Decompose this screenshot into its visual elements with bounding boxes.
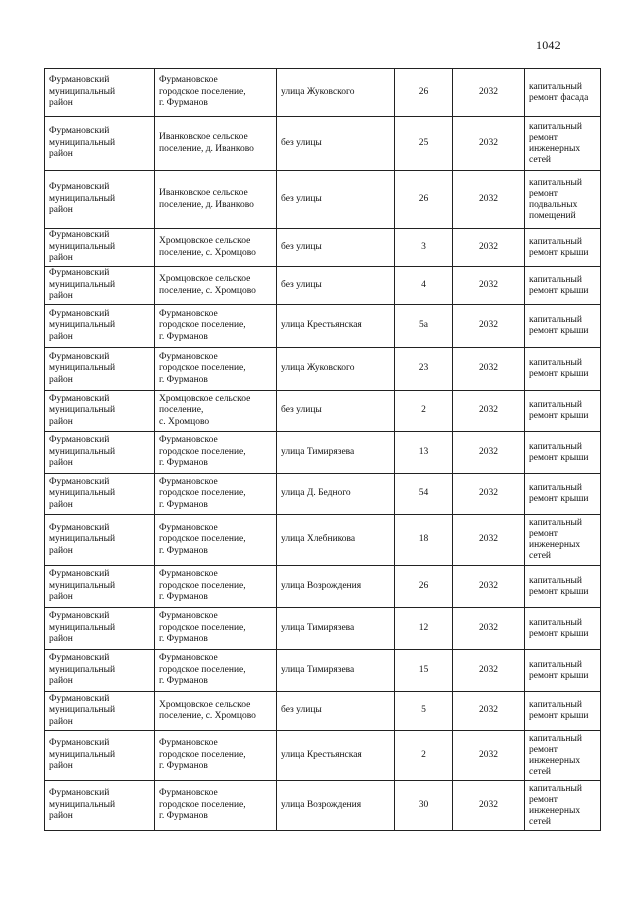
year-cell: 2032 — [453, 608, 525, 650]
work-type-cell: капитальный ремонт крыши — [525, 348, 601, 391]
district-cell: Фурмановский муниципальный район — [45, 348, 155, 391]
work-type-cell: капитальный ремонт крыши — [525, 267, 601, 305]
house-number-cell: 2 — [395, 391, 453, 432]
table-row — [45, 305, 601, 348]
settlement-cell: Фурмановское городское поселение, г. Фурманов — [155, 650, 277, 692]
street-cell: улица Д. Бедного — [277, 474, 395, 515]
settlement-cell: Иванковское сельское поселение, д. Иванково — [155, 171, 277, 229]
work-type-cell: капитальный ремонт крыши — [525, 229, 601, 267]
house-number-cell: 12 — [395, 608, 453, 650]
house-number-cell: 26 — [395, 171, 453, 229]
table-row — [45, 608, 601, 650]
settlement-cell: Хромцовское сельское поселение, с. Хромцово — [155, 391, 277, 432]
table-row — [45, 348, 601, 391]
table-row — [45, 171, 601, 229]
year-cell: 2032 — [453, 515, 525, 566]
year-cell: 2032 — [453, 117, 525, 171]
street-cell: без улицы — [277, 171, 395, 229]
district-cell: Фурмановский муниципальный район — [45, 267, 155, 305]
district-cell: Фурмановский муниципальный район — [45, 432, 155, 474]
settlement-cell: Хромцовское сельское поселение, с. Хромцово — [155, 267, 277, 305]
work-type-cell: капитальный ремонт крыши — [525, 566, 601, 608]
district-cell: Фурмановский муниципальный район — [45, 69, 155, 117]
district-cell: Фурмановский муниципальный район — [45, 171, 155, 229]
settlement-cell: Фурмановское городское поселение, г. Фурманов — [155, 731, 277, 781]
settlement-cell: Фурмановское городское поселение, г. Фурманов — [155, 69, 277, 117]
settlement-cell: Фурмановское городское поселение, г. Фурманов — [155, 566, 277, 608]
district-cell: Фурмановский муниципальный район — [45, 650, 155, 692]
work-type-cell: капитальный ремонт крыши — [525, 305, 601, 348]
work-type-cell: капитальный ремонт крыши — [525, 692, 601, 731]
street-cell: улица Крестьянская — [277, 305, 395, 348]
district-cell: Фурмановский муниципальный район — [45, 731, 155, 781]
work-type-cell: капитальный ремонт крыши — [525, 608, 601, 650]
district-cell: Фурмановский муниципальный район — [45, 566, 155, 608]
work-type-cell: капитальный ремонт крыши — [525, 391, 601, 432]
district-cell: Фурмановский муниципальный район — [45, 305, 155, 348]
house-number-cell: 15 — [395, 650, 453, 692]
house-number-cell: 4 — [395, 267, 453, 305]
work-type-cell: капитальный ремонт инженерных сетей — [525, 515, 601, 566]
house-number-cell: 18 — [395, 515, 453, 566]
street-cell: без улицы — [277, 267, 395, 305]
table-row — [45, 229, 601, 267]
settlement-cell: Фурмановское городское поселение, г. Фурманов — [155, 781, 277, 831]
house-number-cell: 30 — [395, 781, 453, 831]
settlement-cell: Иванковское сельское поселение, д. Иванково — [155, 117, 277, 171]
settlement-cell: Хромцовское сельское поселение, с. Хромцово — [155, 229, 277, 267]
settlement-cell: Фурмановское городское поселение, г. Фурманов — [155, 305, 277, 348]
district-cell: Фурмановский муниципальный район — [45, 692, 155, 731]
year-cell: 2032 — [453, 348, 525, 391]
table-row — [45, 515, 601, 566]
district-cell: Фурмановский муниципальный район — [45, 515, 155, 566]
house-number-cell: 26 — [395, 566, 453, 608]
settlement-cell: Фурмановское городское поселение, г. Фурманов — [155, 348, 277, 391]
district-cell: Фурмановский муниципальный район — [45, 391, 155, 432]
house-number-cell: 23 — [395, 348, 453, 391]
district-cell: Фурмановский муниципальный район — [45, 117, 155, 171]
street-cell: улица Жуковского — [277, 69, 395, 117]
table-row — [45, 650, 601, 692]
street-cell: улица Возрождения — [277, 781, 395, 831]
year-cell: 2032 — [453, 474, 525, 515]
settlement-cell: Фурмановское городское поселение, г. Фурманов — [155, 515, 277, 566]
street-cell: улица Хлебникова — [277, 515, 395, 566]
year-cell: 2032 — [453, 650, 525, 692]
table-row — [45, 731, 601, 781]
year-cell: 2032 — [453, 391, 525, 432]
work-type-cell: капитальный ремонт инженерных сетей — [525, 731, 601, 781]
street-cell: без улицы — [277, 391, 395, 432]
settlement-cell: Фурмановское городское поселение, г. Фурманов — [155, 608, 277, 650]
work-type-cell: капитальный ремонт подвальных помещений — [525, 171, 601, 229]
year-cell: 2032 — [453, 229, 525, 267]
house-number-cell: 54 — [395, 474, 453, 515]
year-cell: 2032 — [453, 692, 525, 731]
work-type-cell: капитальный ремонт крыши — [525, 474, 601, 515]
work-type-cell: капитальный ремонт крыши — [525, 650, 601, 692]
table-row — [45, 781, 601, 831]
district-cell: Фурмановский муниципальный район — [45, 608, 155, 650]
year-cell: 2032 — [453, 171, 525, 229]
table-row — [45, 117, 601, 171]
table-row — [45, 391, 601, 432]
table-row — [45, 566, 601, 608]
house-number-cell: 5а — [395, 305, 453, 348]
house-number-cell: 13 — [395, 432, 453, 474]
table-row — [45, 432, 601, 474]
year-cell: 2032 — [453, 566, 525, 608]
district-cell: Фурмановский муниципальный район — [45, 474, 155, 515]
page-number: 1042 — [536, 38, 561, 52]
street-cell: улица Жуковского — [277, 348, 395, 391]
street-cell: улица Тимирязева — [277, 432, 395, 474]
table-row — [45, 267, 601, 305]
house-number-cell: 3 — [395, 229, 453, 267]
year-cell: 2032 — [453, 267, 525, 305]
street-cell: без улицы — [277, 117, 395, 171]
house-number-cell: 25 — [395, 117, 453, 171]
work-type-cell: капитальный ремонт инженерных сетей — [525, 117, 601, 171]
year-cell: 2032 — [453, 731, 525, 781]
settlement-cell: Фурмановское городское поселение, г. Фурманов — [155, 474, 277, 515]
street-cell: улица Крестьянская — [277, 731, 395, 781]
year-cell: 2032 — [453, 781, 525, 831]
table-row — [45, 692, 601, 731]
street-cell: улица Возрождения — [277, 566, 395, 608]
settlement-cell: Хромцовское сельское поселение, с. Хромцово — [155, 692, 277, 731]
district-cell: Фурмановский муниципальный район — [45, 781, 155, 831]
year-cell: 2032 — [453, 432, 525, 474]
house-number-cell: 26 — [395, 69, 453, 117]
work-type-cell: капитальный ремонт фасада — [525, 69, 601, 117]
street-cell: улица Тимирязева — [277, 650, 395, 692]
settlement-cell: Фурмановское городское поселение, г. Фурманов — [155, 432, 277, 474]
year-cell: 2032 — [453, 69, 525, 117]
street-cell: без улицы — [277, 229, 395, 267]
street-cell: без улицы — [277, 692, 395, 731]
work-type-cell: капитальный ремонт крыши — [525, 432, 601, 474]
house-number-cell: 5 — [395, 692, 453, 731]
repair-schedule-table — [44, 68, 601, 831]
district-cell: Фурмановский муниципальный район — [45, 229, 155, 267]
table-row — [45, 69, 601, 117]
house-number-cell: 2 — [395, 731, 453, 781]
table-row — [45, 474, 601, 515]
work-type-cell: капитальный ремонт инженерных сетей — [525, 781, 601, 831]
year-cell: 2032 — [453, 305, 525, 348]
street-cell: улица Тимирязева — [277, 608, 395, 650]
